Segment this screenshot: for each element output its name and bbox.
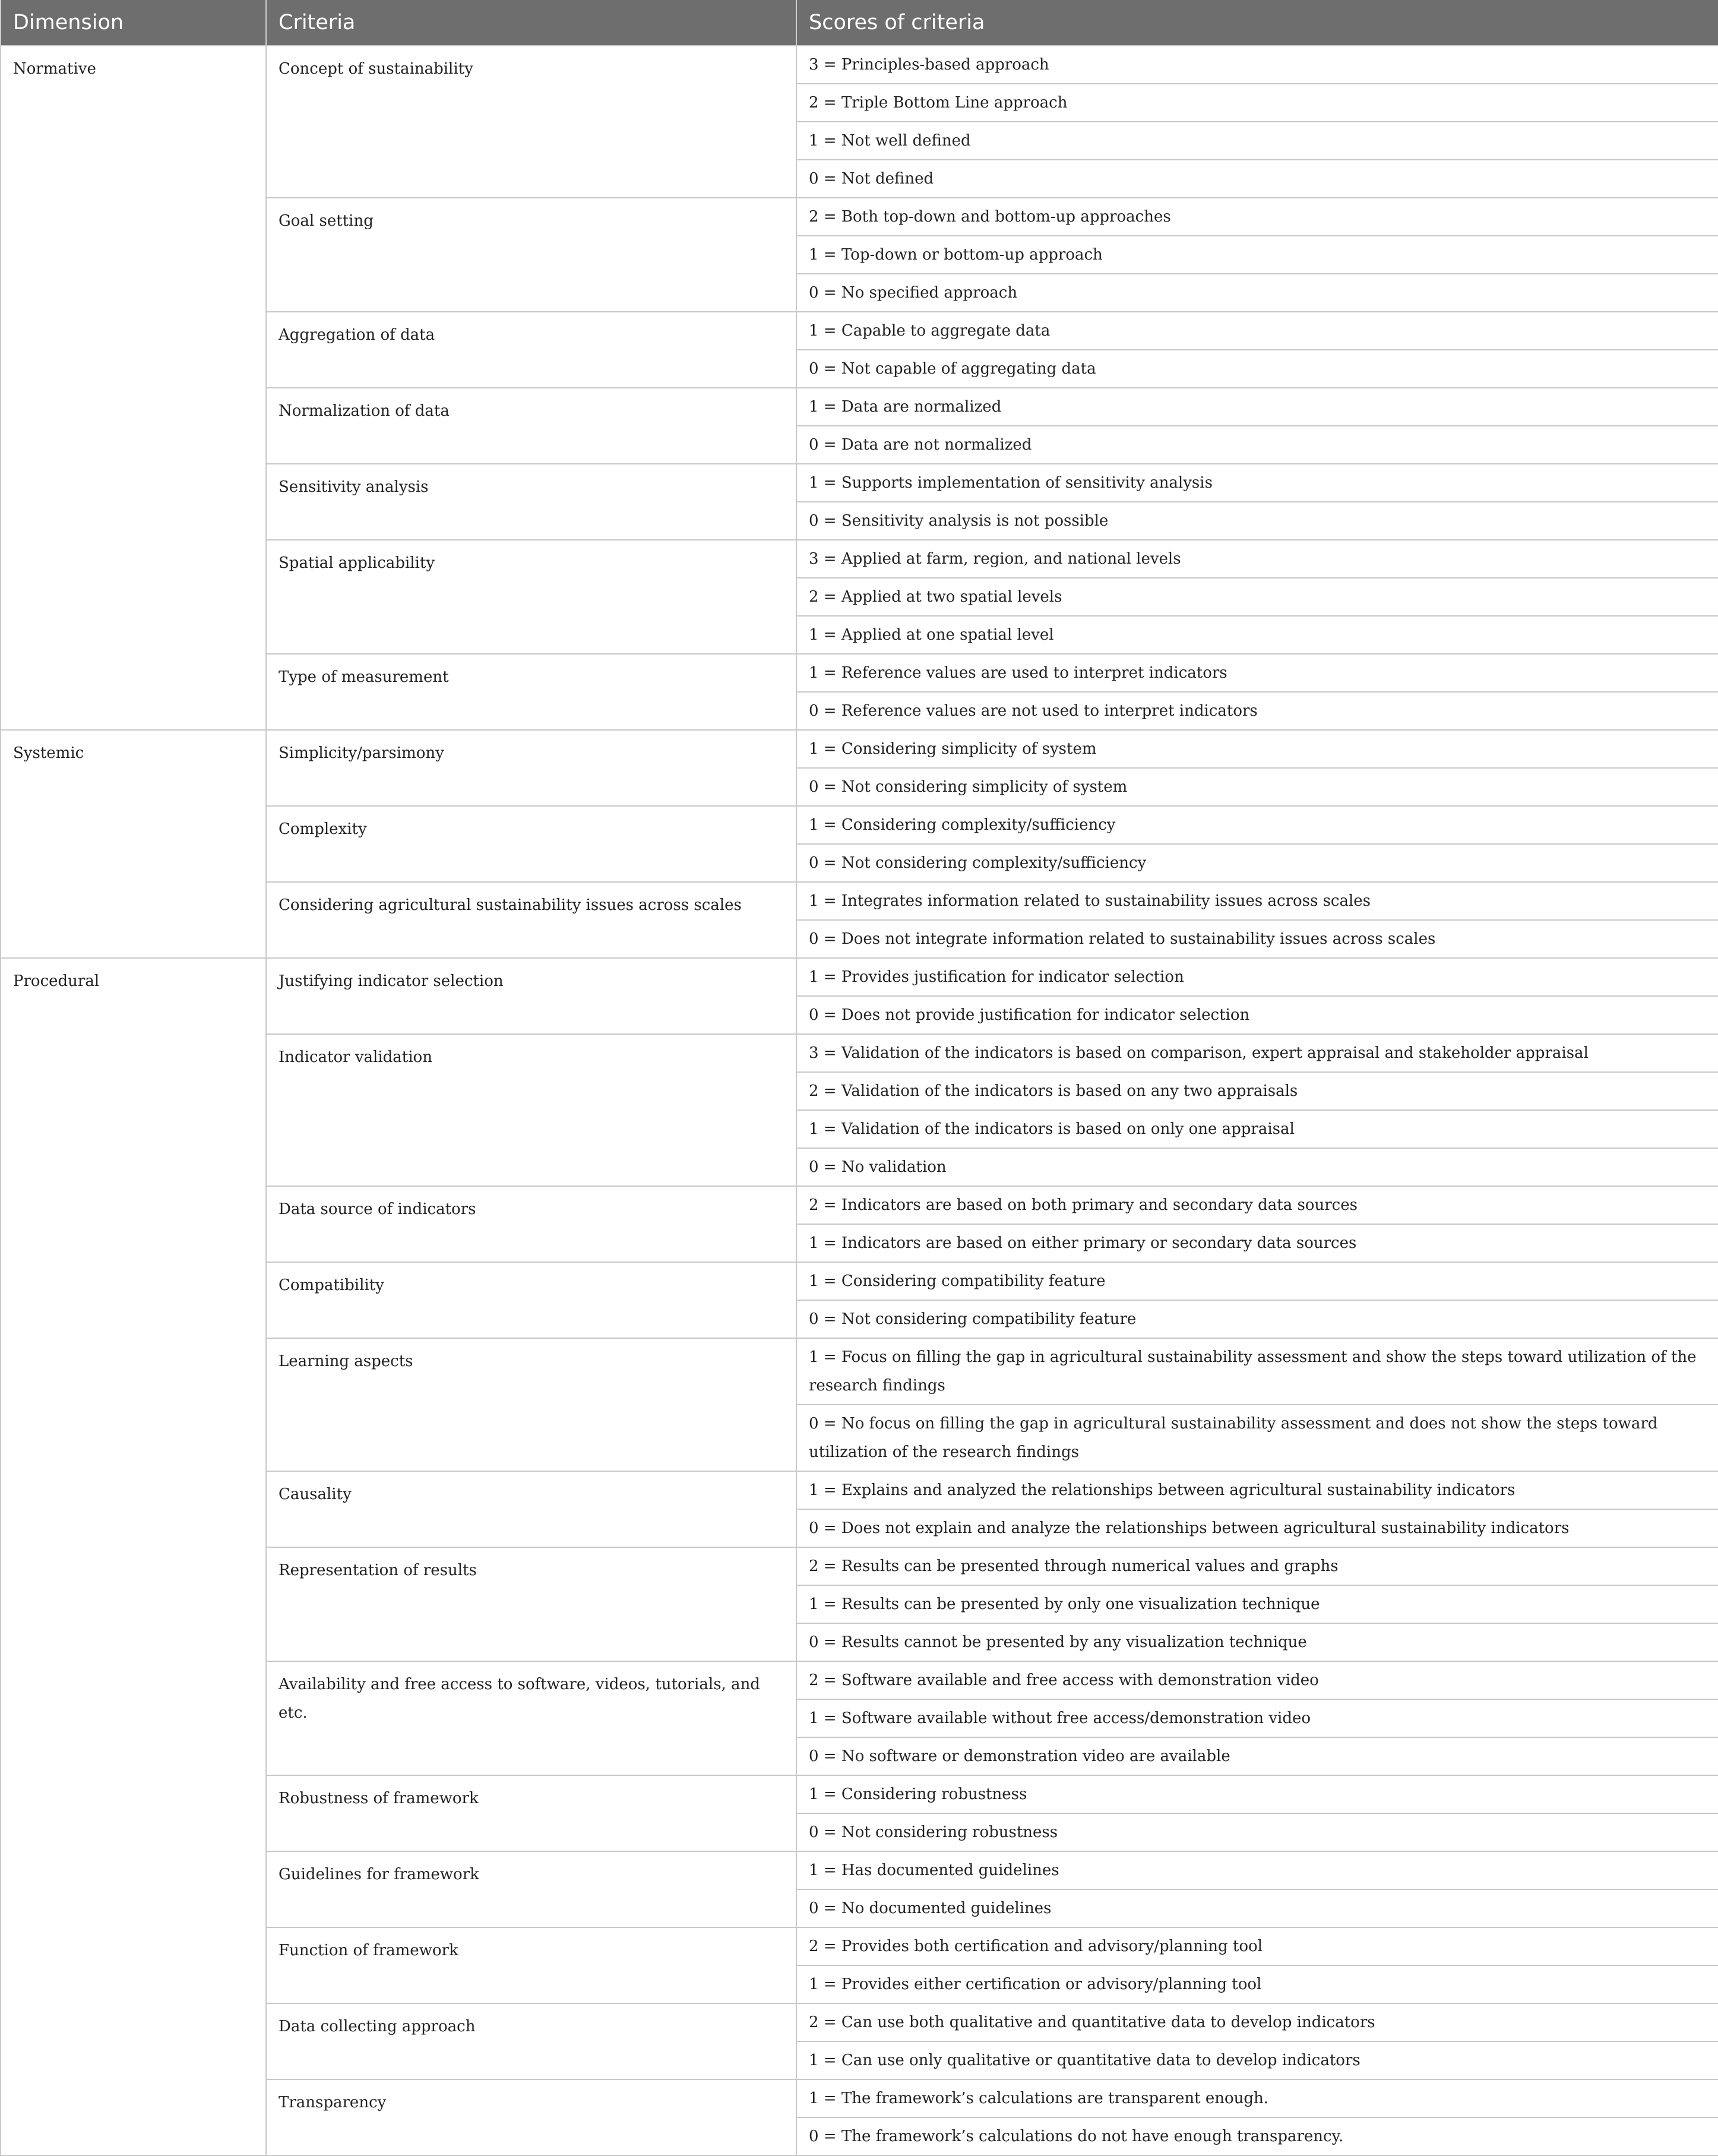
criteria-cell: Considering agricultural sustainability issues across scales bbox=[266, 882, 796, 958]
score-cell: 1 = Considering robustness bbox=[796, 1775, 1718, 1813]
criteria-cell: Indicator validation bbox=[266, 1034, 796, 1186]
score-cell: 2 = Applied at two spatial levels bbox=[796, 578, 1718, 616]
score-cell: 1 = Focus on filling the gap in agricultural sustainability assessment and show the steps toward utilization of the research findings bbox=[796, 1338, 1718, 1405]
score-cell: 0 = No software or demonstration video are available bbox=[796, 1737, 1718, 1775]
table-body bbox=[1, 46, 1718, 2155]
criteria-cell: Goal setting bbox=[266, 198, 796, 312]
criteria-cell: Availability and free access to software, videos, tutorials, and etc. bbox=[266, 1661, 796, 1775]
criteria-cell: Learning aspects bbox=[266, 1338, 796, 1471]
score-cell: 2 = Can use both qualitative and quantitative data to develop indicators bbox=[796, 2003, 1718, 2041]
criteria-cell: Normalization of data bbox=[266, 388, 796, 464]
score-cell: 0 = Does not integrate information related to sustainability issues across scales bbox=[796, 920, 1718, 958]
score-cell: 1 = Explains and analyzed the relationships between agricultural sustainability indicators bbox=[796, 1471, 1718, 1509]
criteria-cell: Transparency bbox=[266, 2079, 796, 2155]
criteria-cell: Spatial applicability bbox=[266, 540, 796, 654]
criteria-cell: Aggregation of data bbox=[266, 312, 796, 388]
criteria-cell: Compatibility bbox=[266, 1262, 796, 1338]
score-cell: 1 = Provides justification for indicator selection bbox=[796, 958, 1718, 996]
score-cell: 0 = Sensitivity analysis is not possible bbox=[796, 502, 1718, 540]
score-cell: 2 = Results can be presented through numerical values and graphs bbox=[796, 1547, 1718, 1585]
score-cell: 2 = Triple Bottom Line approach bbox=[796, 84, 1718, 122]
score-cell: 0 = Not defined bbox=[796, 160, 1718, 198]
score-cell: 1 = The framework’s calculations are transparent enough. bbox=[796, 2079, 1718, 2117]
score-cell: 1 = Results can be presented by only one visualization technique bbox=[796, 1585, 1718, 1623]
header-scores: Scores of criteria bbox=[796, 0, 1718, 46]
score-cell: 1 = Applied at one spatial level bbox=[796, 616, 1718, 654]
score-cell: 3 = Validation of the indicators is based on comparison, expert appraisal and stakeholder appraisal bbox=[796, 1034, 1718, 1072]
table-row bbox=[1, 46, 1718, 84]
criteria-cell: Data collecting approach bbox=[266, 2003, 796, 2079]
score-cell: 2 = Software available and free access with demonstration video bbox=[796, 1661, 1718, 1699]
score-cell: 1 = Integrates information related to sustainability issues across scales bbox=[796, 882, 1718, 920]
criteria-cell: Simplicity/parsimony bbox=[266, 730, 796, 806]
score-cell: 0 = Not considering simplicity of system bbox=[796, 768, 1718, 806]
score-cell: 2 = Validation of the indicators is based on any two appraisals bbox=[796, 1072, 1718, 1110]
criteria-cell: Justifying indicator selection bbox=[266, 958, 796, 1034]
score-cell: 1 = Data are normalized bbox=[796, 388, 1718, 426]
score-cell: 3 = Applied at farm, region, and national levels bbox=[796, 540, 1718, 578]
score-cell: 0 = Does not provide justification for indicator selection bbox=[796, 996, 1718, 1034]
score-cell: 1 = Can use only qualitative or quantitative data to develop indicators bbox=[796, 2041, 1718, 2079]
score-cell: 1 = Reference values are used to interpret indicators bbox=[796, 654, 1718, 692]
criteria-cell: Causality bbox=[266, 1471, 796, 1547]
header-dimension: Dimension bbox=[1, 0, 266, 46]
table-row bbox=[1, 958, 1718, 996]
score-cell: 1 = Supports implementation of sensitivity analysis bbox=[796, 464, 1718, 502]
score-cell: 0 = No focus on filling the gap in agricultural sustainability assessment and does not show the steps toward utilization of the research findings bbox=[796, 1405, 1718, 1471]
score-cell: 1 = Not well defined bbox=[796, 122, 1718, 160]
score-cell: 0 = Not considering compatibility feature bbox=[796, 1300, 1718, 1338]
dimension-cell: Normative bbox=[1, 46, 266, 730]
criteria-cell: Type of measurement bbox=[266, 654, 796, 730]
score-cell: 1 = Indicators are based on either primary or secondary data sources bbox=[796, 1224, 1718, 1262]
score-cell: 2 = Indicators are based on both primary and secondary data sources bbox=[796, 1186, 1718, 1224]
score-cell: 1 = Software available without free access/demonstration video bbox=[796, 1699, 1718, 1737]
score-cell: 0 = No validation bbox=[796, 1148, 1718, 1186]
score-cell: 0 = Data are not normalized bbox=[796, 426, 1718, 464]
score-cell: 0 = Reference values are not used to interpret indicators bbox=[796, 692, 1718, 730]
score-cell: 1 = Considering simplicity of system bbox=[796, 730, 1718, 768]
dimension-cell: Systemic bbox=[1, 730, 266, 958]
criteria-cell: Robustness of framework bbox=[266, 1775, 796, 1851]
score-cell: 1 = Considering complexity/sufficiency bbox=[796, 806, 1718, 844]
criteria-cell: Representation of results bbox=[266, 1547, 796, 1661]
score-cell: 1 = Validation of the indicators is based on only one appraisal bbox=[796, 1110, 1718, 1148]
score-cell: 1 = Capable to aggregate data bbox=[796, 312, 1718, 350]
criteria-cell: Complexity bbox=[266, 806, 796, 882]
score-cell: 1 = Considering compatibility feature bbox=[796, 1262, 1718, 1300]
criteria-cell: Guidelines for framework bbox=[266, 1851, 796, 1927]
header-row bbox=[1, 0, 1718, 46]
score-cell: 2 = Both top-down and bottom-up approaches bbox=[796, 198, 1718, 236]
header-criteria: Criteria bbox=[266, 0, 796, 46]
score-cell: 1 = Has documented guidelines bbox=[796, 1851, 1718, 1889]
score-cell: 1 = Provides either certification or advisory/planning tool bbox=[796, 1965, 1718, 2003]
score-cell: 0 = No specified approach bbox=[796, 274, 1718, 312]
criteria-cell: Data source of indicators bbox=[266, 1186, 796, 1262]
score-cell: 0 = Not capable of aggregating data bbox=[796, 350, 1718, 388]
score-cell: 0 = The framework’s calculations do not have enough transparency. bbox=[796, 2117, 1718, 2155]
dimension-cell: Procedural bbox=[1, 958, 266, 2155]
score-cell: 1 = Top-down or bottom-up approach bbox=[796, 236, 1718, 274]
criteria-cell: Concept of sustainability bbox=[266, 46, 796, 198]
table-row bbox=[1, 730, 1718, 768]
score-cell: 0 = Not considering complexity/sufficiency bbox=[796, 844, 1718, 882]
criteria-cell: Function of framework bbox=[266, 1927, 796, 2003]
score-cell: 0 = No documented guidelines bbox=[796, 1889, 1718, 1927]
score-cell: 3 = Principles-based approach bbox=[796, 46, 1718, 84]
score-cell: 0 = Does not explain and analyze the relationships between agricultural sustainability indicators bbox=[796, 1509, 1718, 1547]
score-cell: 2 = Provides both certification and advisory/planning tool bbox=[796, 1927, 1718, 1965]
criteria-cell: Sensitivity analysis bbox=[266, 464, 796, 540]
score-cell: 0 = Not considering robustness bbox=[796, 1813, 1718, 1851]
score-cell: 0 = Results cannot be presented by any visualization technique bbox=[796, 1623, 1718, 1661]
